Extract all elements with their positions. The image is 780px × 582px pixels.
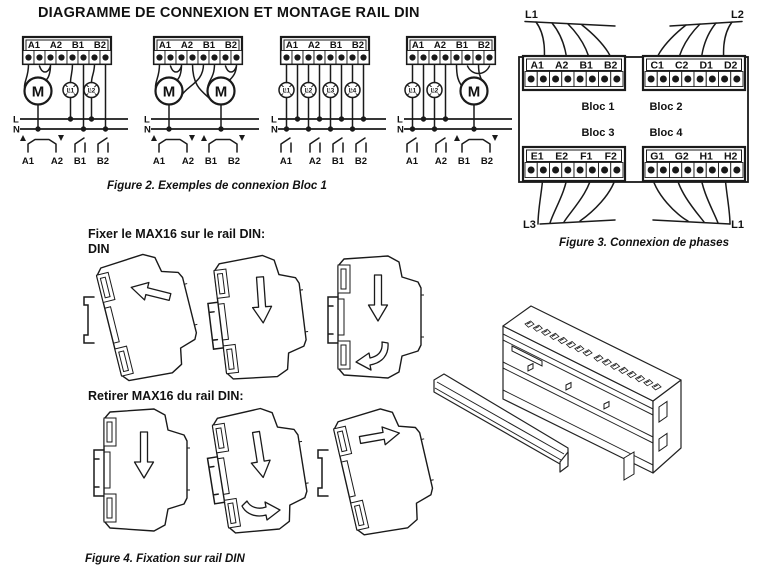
terminal-label: A2 [180, 40, 194, 51]
switch-label: B1 [204, 156, 218, 167]
din-mount-step-1 [78, 253, 196, 387]
terminal-label: B2 [93, 40, 107, 51]
din-remove-step-3 [312, 406, 430, 544]
terminal-label: A1 [285, 40, 299, 51]
neutral-line-label: N [144, 124, 151, 136]
motor-label: M [467, 83, 481, 101]
motor-label: M [162, 83, 176, 101]
neutral-line-label: N [271, 124, 278, 136]
terminal-label: B1 [579, 59, 593, 72]
live-line-label: L [13, 114, 19, 126]
live-line-label: L [271, 114, 277, 126]
switch-label: A1 [405, 156, 419, 167]
lamp-label: L2 [430, 87, 439, 95]
live-line-label: L [397, 114, 403, 126]
terminal-label: A2 [554, 59, 569, 72]
device-3d-drawing [428, 276, 776, 538]
motor-label: M [214, 83, 228, 101]
strip-top-right [643, 56, 745, 90]
terminal-label: G1 [650, 150, 665, 163]
figure2-caption: Figure 2. Exemples de connexion Bloc 1 [107, 180, 327, 192]
switch-label: A1 [279, 156, 293, 167]
page-title: DIAGRAMME DE CONNEXION ET MONTAGE RAIL DIN [38, 5, 420, 21]
switch-label: B2 [354, 156, 368, 167]
din-remove-step-2 [196, 406, 314, 544]
terminal-label: D2 [723, 59, 738, 72]
terminal-label: B2 [603, 59, 618, 72]
terminal-label: A2 [433, 40, 447, 51]
switch-label: A2 [434, 156, 448, 167]
l-n-lines [404, 119, 512, 129]
din-remove-step-1 [80, 406, 198, 544]
bloc-label: Bloc 4 [649, 127, 683, 139]
switch-label: A1 [21, 156, 35, 167]
wiring-diagram-3 [270, 33, 388, 173]
strip-bottom-left [523, 147, 625, 181]
terminal-label: A2 [49, 40, 63, 51]
switch-label: A2 [50, 156, 64, 167]
strip-bottom-right [643, 147, 745, 181]
switch-label: B1 [331, 156, 345, 167]
wiring-diagram-4 [396, 33, 514, 173]
terminal-label: B1 [202, 40, 216, 51]
terminal-label: B1 [329, 40, 343, 51]
terminal-label: C1 [650, 59, 664, 72]
fix-heading: Fixer le MAX16 sur le rail DIN: [88, 227, 266, 241]
terminal-label: A1 [530, 59, 544, 72]
switch-label: A2 [181, 156, 195, 167]
terminal-label: B2 [351, 40, 365, 51]
terminal-label: F2 [604, 150, 617, 163]
terminal-label: E2 [555, 150, 569, 163]
figure3-diagram [518, 6, 770, 234]
lamp-label: L2 [304, 87, 313, 95]
terminal-label: H1 [699, 150, 713, 163]
switch-label: B2 [480, 156, 494, 167]
phase-label-top-left: L1 [525, 9, 538, 21]
terminal-label: D1 [699, 59, 713, 72]
terminal-label: A1 [158, 40, 172, 51]
phase-label-bottom-right: L1 [731, 219, 744, 231]
bloc-label: Bloc 3 [581, 127, 615, 139]
din-mount-step-3 [314, 253, 432, 387]
lamp-label: L4 [348, 87, 357, 95]
terminal-label: A1 [27, 40, 41, 51]
wiring-diagram-1 [12, 33, 130, 173]
terminal-label: G2 [674, 150, 689, 163]
terminal-label: H2 [723, 150, 738, 163]
lamp-label: L3 [326, 87, 335, 95]
lamp-label: L1 [66, 87, 75, 95]
live-line-label: L [144, 114, 150, 126]
lamp-label: L2 [87, 87, 96, 95]
clipped-text: DIN [88, 242, 110, 256]
terminal-label: B1 [455, 40, 469, 51]
neutral-line-label: N [397, 124, 404, 136]
max16-device-body [503, 306, 681, 480]
terminal-label: B2 [477, 40, 491, 51]
neutral-line-label: N [13, 124, 20, 136]
phase-label-top-right: L2 [731, 9, 744, 21]
terminal-label: A2 [307, 40, 321, 51]
lamp-label: L1 [282, 87, 291, 95]
terminal-label: A1 [411, 40, 425, 51]
bloc-label: Bloc 2 [649, 101, 683, 113]
switch-label: A2 [308, 156, 322, 167]
terminal-label: B2 [224, 40, 238, 51]
switch-label: A1 [152, 156, 166, 167]
terminal-label: B1 [71, 40, 85, 51]
strip-top-left [523, 56, 625, 90]
lamp-label: L1 [408, 87, 417, 95]
switch-label: B2 [227, 156, 241, 167]
phase-label-bottom-left: L3 [523, 219, 536, 231]
motor-label: M [31, 83, 45, 101]
bloc-label: Bloc 1 [581, 101, 615, 113]
terminal-label: F1 [580, 150, 593, 163]
terminal-label: C2 [674, 59, 689, 72]
wiring-diagram-2 [143, 33, 261, 173]
figure4-caption: Figure 4. Fixation sur rail DIN [85, 553, 245, 565]
terminal-label: E1 [530, 150, 544, 163]
switch-label: B1 [457, 156, 471, 167]
switch-label: B1 [73, 156, 87, 167]
switch-label: B2 [96, 156, 110, 167]
din-mount-step-2 [196, 253, 314, 387]
remove-heading: Retirer MAX16 du rail DIN: [88, 389, 244, 403]
figure3-caption: Figure 3. Connexion de phases [559, 237, 729, 249]
